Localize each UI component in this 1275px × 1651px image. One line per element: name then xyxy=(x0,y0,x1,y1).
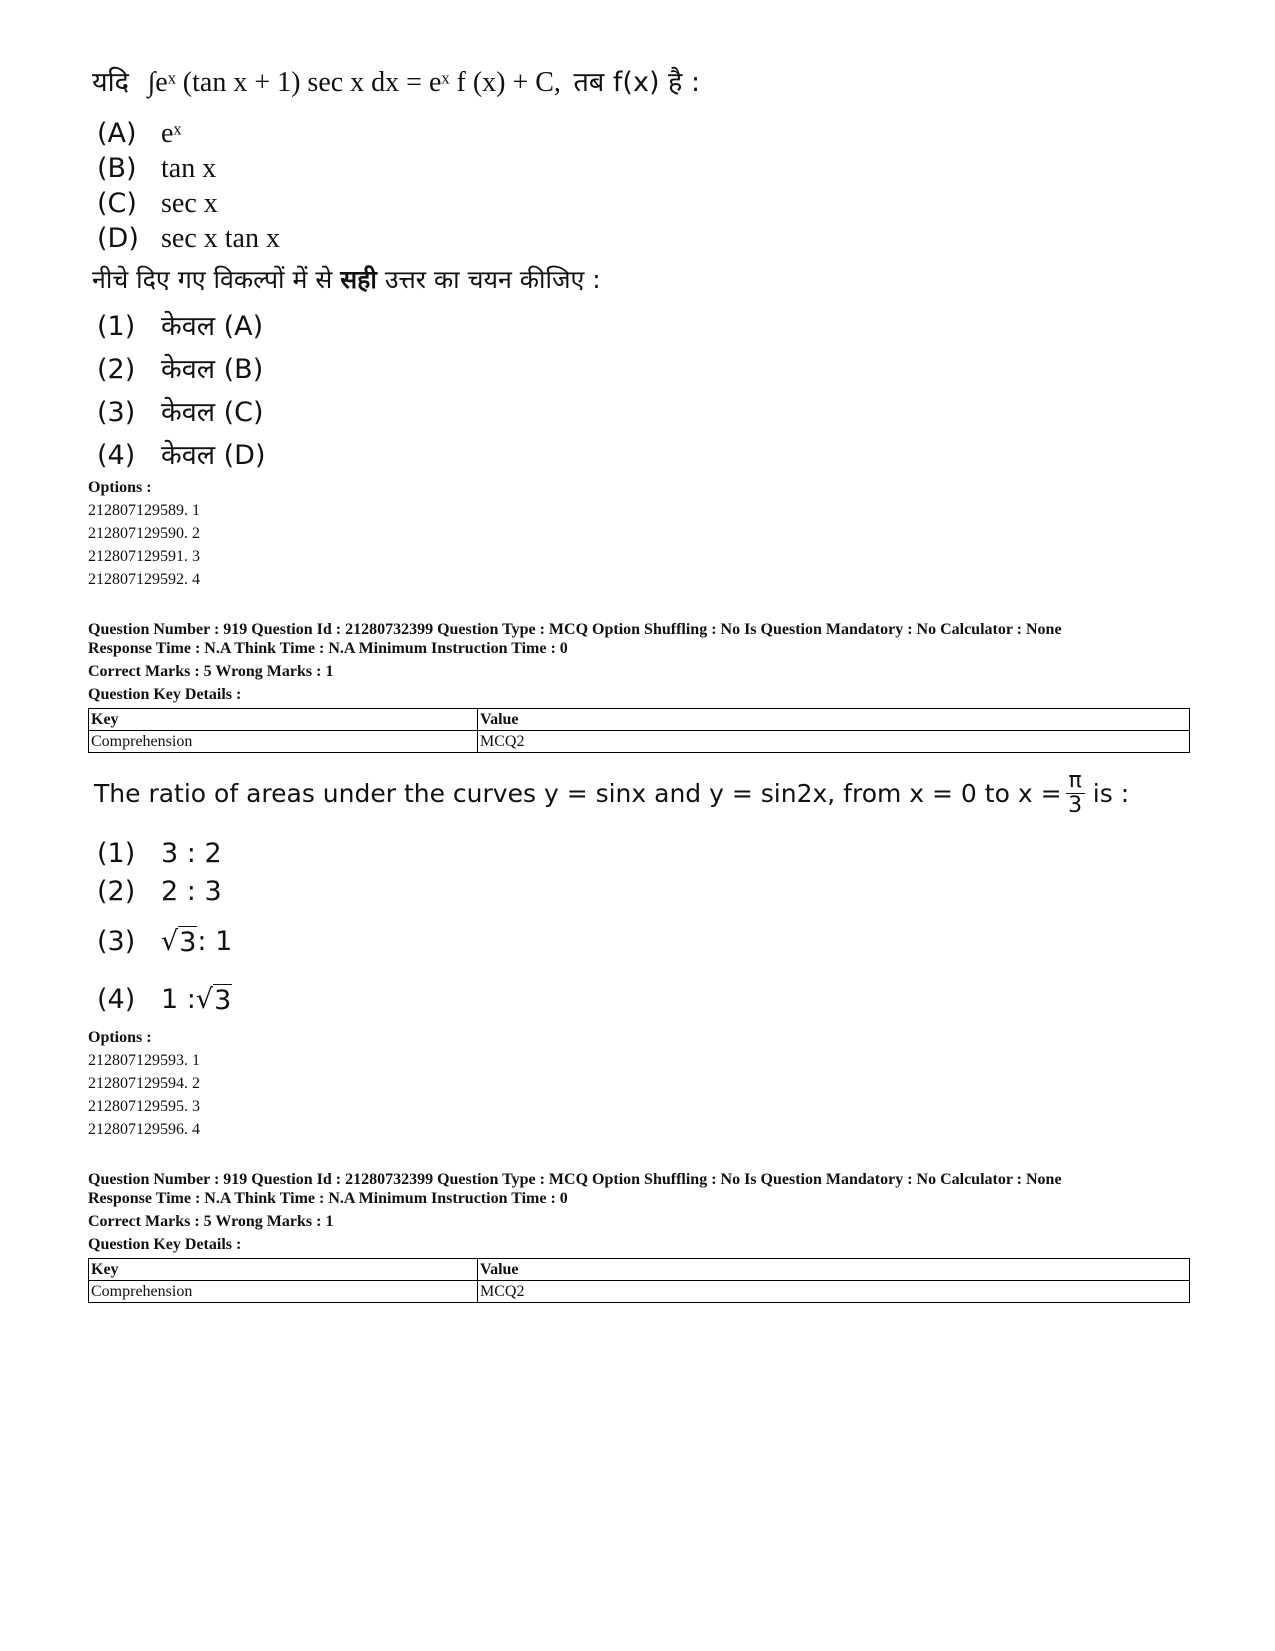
q2-options-block xyxy=(88,1026,200,1141)
q2-stem-tail: is : xyxy=(1092,779,1130,808)
q1-option-2: 212807129590. 2 xyxy=(88,525,200,542)
table-header-value: Value xyxy=(478,1259,1190,1281)
meta1-key-heading: Question Key Details : xyxy=(88,686,242,703)
q1-choice-b: (B) tan x xyxy=(97,153,217,184)
q2-answer-2: (2) 2 : 3 xyxy=(97,876,222,907)
sqrt-symbol: √ 3 xyxy=(161,926,197,958)
table-row xyxy=(89,731,1190,753)
q1-option-1: 212807129589. 1 xyxy=(88,502,200,519)
table-header-value: Value xyxy=(478,709,1190,731)
q1-stem xyxy=(92,62,700,99)
table-header-key: Key xyxy=(89,709,478,731)
q1-choice-c: (C) sec x xyxy=(97,188,218,219)
table-cell-value: MCQ2 xyxy=(478,731,1190,753)
q2-answer-1: (1) 3 : 2 xyxy=(97,838,222,869)
q1-answer-1: (1) केवल (A) xyxy=(97,311,264,342)
q2-stem xyxy=(94,770,1129,817)
q1-answer-2: (2) केवल (B) xyxy=(97,354,264,385)
q1-stem-integral: ∫eˣ (tan x + 1) sec x dx = eˣ f (x) + C, xyxy=(147,67,561,98)
table-row xyxy=(89,709,1190,731)
q1-stem-suffix: तब f(x) है : xyxy=(573,67,701,98)
q1-option-4: 212807129592. 4 xyxy=(88,571,200,588)
q2-option-4: 212807129596. 4 xyxy=(88,1121,200,1138)
q1-options-block xyxy=(88,476,200,591)
q2-answer-3: (3) √ 3 : 1 xyxy=(97,926,233,958)
meta2-block xyxy=(88,1170,1208,1254)
q1-choice-d: (D) sec x tan x xyxy=(97,223,280,254)
table-cell-key: Comprehension xyxy=(89,1281,478,1303)
q2-option-1: 212807129593. 1 xyxy=(88,1052,200,1069)
meta1-block xyxy=(88,620,1208,704)
table-cell-value: MCQ2 xyxy=(478,1281,1190,1303)
q1-option-3: 212807129591. 3 xyxy=(88,548,200,565)
meta2-key-table xyxy=(88,1258,1190,1303)
q2-answer-4: (4) 1 :√ 3 xyxy=(97,984,232,1016)
q1-choice-a: (A) eˣ xyxy=(97,118,182,149)
q2-option-2: 212807129594. 2 xyxy=(88,1075,200,1092)
meta2-marks: Correct Marks : 5 Wrong Marks : 1 xyxy=(88,1213,334,1230)
q1-options-heading: Options : xyxy=(88,479,152,496)
q1-stem-prefix: यदि xyxy=(92,67,129,98)
q1-instruction: नीचे दिए गए विकल्पों में से सही उत्तर का चयन कीजिए : xyxy=(92,265,601,294)
q2-option-3: 212807129595. 3 xyxy=(88,1098,200,1115)
q2-stem-fraction: $\frac{\pi}{3}$ xyxy=(1066,770,1085,817)
q1-answer-3: (3) केवल (C) xyxy=(97,397,264,428)
sqrt-symbol: √ 3 xyxy=(195,984,232,1016)
table-cell-key: Comprehension xyxy=(89,731,478,753)
meta2-line2: Response Time : N.A Think Time : N.A Minimum Instruction Time : 0 xyxy=(88,1190,568,1207)
q1-answer-4: (4) केवल (D) xyxy=(97,440,266,471)
meta1-key-table xyxy=(88,708,1190,753)
q2-stem-text: The ratio of areas under the curves y = sinx and y = sin2x, from x = 0 to x = xyxy=(94,779,1062,808)
meta2-line1: Question Number : 919 Question Id : 21280732399 Question Type : MCQ Option Shuffling : No Is Question Mandatory : No Calculator : None xyxy=(88,1171,1062,1188)
table-row xyxy=(89,1281,1190,1303)
meta2-key-heading: Question Key Details : xyxy=(88,1236,242,1253)
q2-options-heading: Options : xyxy=(88,1029,152,1046)
meta1-marks: Correct Marks : 5 Wrong Marks : 1 xyxy=(88,663,334,680)
table-row xyxy=(89,1259,1190,1281)
meta1-line2: Response Time : N.A Think Time : N.A Minimum Instruction Time : 0 xyxy=(88,640,568,657)
meta1-line1: Question Number : 919 Question Id : 21280732399 Question Type : MCQ Option Shuffling : No Is Question Mandatory : No Calculator : None xyxy=(88,621,1062,638)
table-header-key: Key xyxy=(89,1259,478,1281)
